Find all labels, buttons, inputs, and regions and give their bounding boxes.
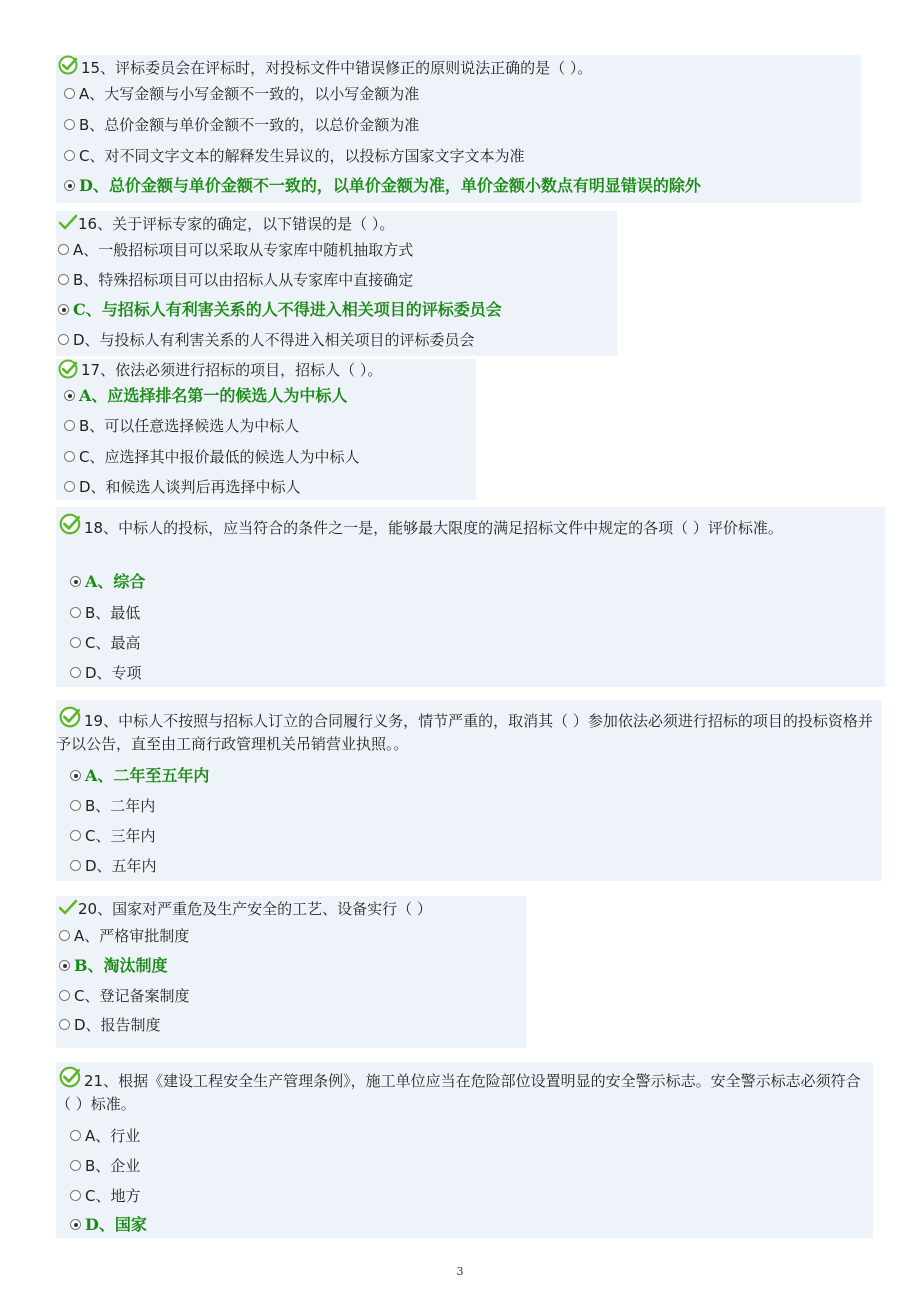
option-a[interactable]: A、大写金额与小写金额不一致的，以小写金额为准 [64, 84, 419, 104]
option-d[interactable]: D、五年内 [70, 856, 157, 876]
question-title: 16、关于评标专家的确定，以下错误的是（ ）。 [78, 215, 395, 233]
radio-icon[interactable] [58, 274, 69, 285]
check-icon [58, 359, 80, 379]
question-15 [56, 55, 861, 203]
option-a-correct[interactable]: A、二年至五年内 [70, 766, 209, 786]
option-b[interactable]: B、最低 [70, 603, 140, 623]
radio-icon[interactable] [70, 830, 81, 841]
radio-icon[interactable] [59, 930, 70, 941]
radio-icon[interactable] [64, 119, 75, 130]
question-18 [56, 507, 885, 687]
option-d-correct[interactable]: D、总价金额与单价金额不一致的，以单价金额为准，单价金额小数点有明显错误的除外 [64, 176, 701, 196]
radio-selected-icon[interactable] [58, 304, 69, 315]
option-a-correct[interactable]: A、应选择排名第一的候选人为中标人 [64, 386, 347, 406]
option-a[interactable]: A、一般招标项目可以采取从专家库中随机抽取方式 [58, 240, 413, 260]
radio-icon[interactable] [70, 860, 81, 871]
radio-icon[interactable] [64, 150, 75, 161]
question-16 [56, 211, 617, 356]
option-d[interactable]: D、和候选人谈判后再选择中标人 [64, 477, 301, 497]
option-c[interactable]: C、对不同文字文本的解释发生异议的，以投标方国家文字文本为准 [64, 146, 524, 166]
option-b[interactable]: B、二年内 [70, 796, 155, 816]
question-title: 18、中标人的投标，应当符合的条件之一是，能够最大限度的满足招标文件中规定的各项（ ）评价标准。 [84, 519, 783, 537]
radio-icon[interactable] [70, 607, 81, 618]
radio-icon[interactable] [70, 1130, 81, 1141]
option-c[interactable]: C、三年内 [70, 826, 155, 846]
check-icon [57, 212, 79, 232]
check-icon [57, 897, 79, 917]
option-d[interactable]: D、报告制度 [59, 1015, 161, 1035]
radio-icon[interactable] [64, 420, 75, 431]
option-b-correct[interactable]: B、淘汰制度 [59, 956, 168, 976]
check-icon [58, 55, 80, 75]
radio-icon[interactable] [58, 244, 69, 255]
radio-icon[interactable] [70, 1190, 81, 1201]
question-title: 20、国家对严重危及生产安全的工艺、设备实行（ ） [78, 900, 432, 918]
option-b[interactable]: B、企业 [70, 1156, 140, 1176]
option-c[interactable]: C、地方 [70, 1186, 140, 1206]
radio-icon[interactable] [59, 990, 70, 1001]
option-c[interactable]: C、登记备案制度 [59, 986, 189, 1006]
option-d[interactable]: D、专项 [70, 663, 142, 683]
page-number: 3 [456, 1265, 464, 1278]
radio-icon[interactable] [58, 334, 69, 345]
radio-icon[interactable] [70, 637, 81, 648]
radio-icon[interactable] [70, 667, 81, 678]
radio-icon[interactable] [64, 88, 75, 99]
question-20 [56, 896, 526, 1048]
question-19 [56, 700, 881, 881]
option-b[interactable]: B、总价金额与单价金额不一致的，以总价金额为准 [64, 115, 419, 135]
option-c[interactable]: C、最高 [70, 633, 140, 653]
radio-selected-icon[interactable] [70, 576, 81, 587]
radio-selected-icon[interactable] [59, 960, 70, 971]
option-b[interactable]: B、可以任意选择候选人为中标人 [64, 416, 299, 436]
question-21 [56, 1062, 873, 1238]
question-title: 15、评标委员会在评标时，对投标文件中错误修正的原则说法正确的是（ ）。 [81, 59, 593, 77]
radio-selected-icon[interactable] [64, 180, 75, 191]
option-b[interactable]: B、特殊招标项目可以由招标人从专家库中直接确定 [58, 270, 413, 290]
radio-selected-icon[interactable] [64, 390, 75, 401]
option-d[interactable]: D、与投标人有利害关系的人不得进入相关项目的评标委员会 [58, 330, 475, 350]
radio-icon[interactable] [59, 1019, 70, 1030]
option-a-correct[interactable]: A、综合 [70, 572, 145, 592]
question-17 [56, 359, 476, 500]
option-a[interactable]: A、行业 [70, 1126, 140, 1146]
option-c-correct[interactable]: C、与招标人有利害关系的人不得进入相关项目的评标委员会 [58, 300, 502, 320]
radio-icon[interactable] [64, 481, 75, 492]
question-title: 19、中标人不按照与招标人订立的合同履行义务，情节严重的，取消其（ ）参加依法必须进行招标的项目的投标资格并予以公告，直至由工商行政管理机关吊销营业执照。。 [56, 712, 873, 753]
question-title: 21、根据《建设工程安全生产管理条例》，施工单位应当在危险部位设置明显的安全警示标志。安全警示标志必须符合（ ）标准。 [56, 1072, 861, 1113]
radio-icon[interactable] [70, 800, 81, 811]
radio-selected-icon[interactable] [70, 770, 81, 781]
option-d-correct[interactable]: D、国家 [70, 1215, 147, 1235]
question-title: 17、依法必须进行招标的项目，招标人（ ）。 [81, 361, 383, 379]
radio-selected-icon[interactable] [70, 1219, 81, 1230]
option-c[interactable]: C、应选择其中报价最低的候选人为中标人 [64, 447, 359, 467]
radio-icon[interactable] [64, 451, 75, 462]
option-a[interactable]: A、严格审批制度 [59, 926, 189, 946]
radio-icon[interactable] [70, 1160, 81, 1171]
